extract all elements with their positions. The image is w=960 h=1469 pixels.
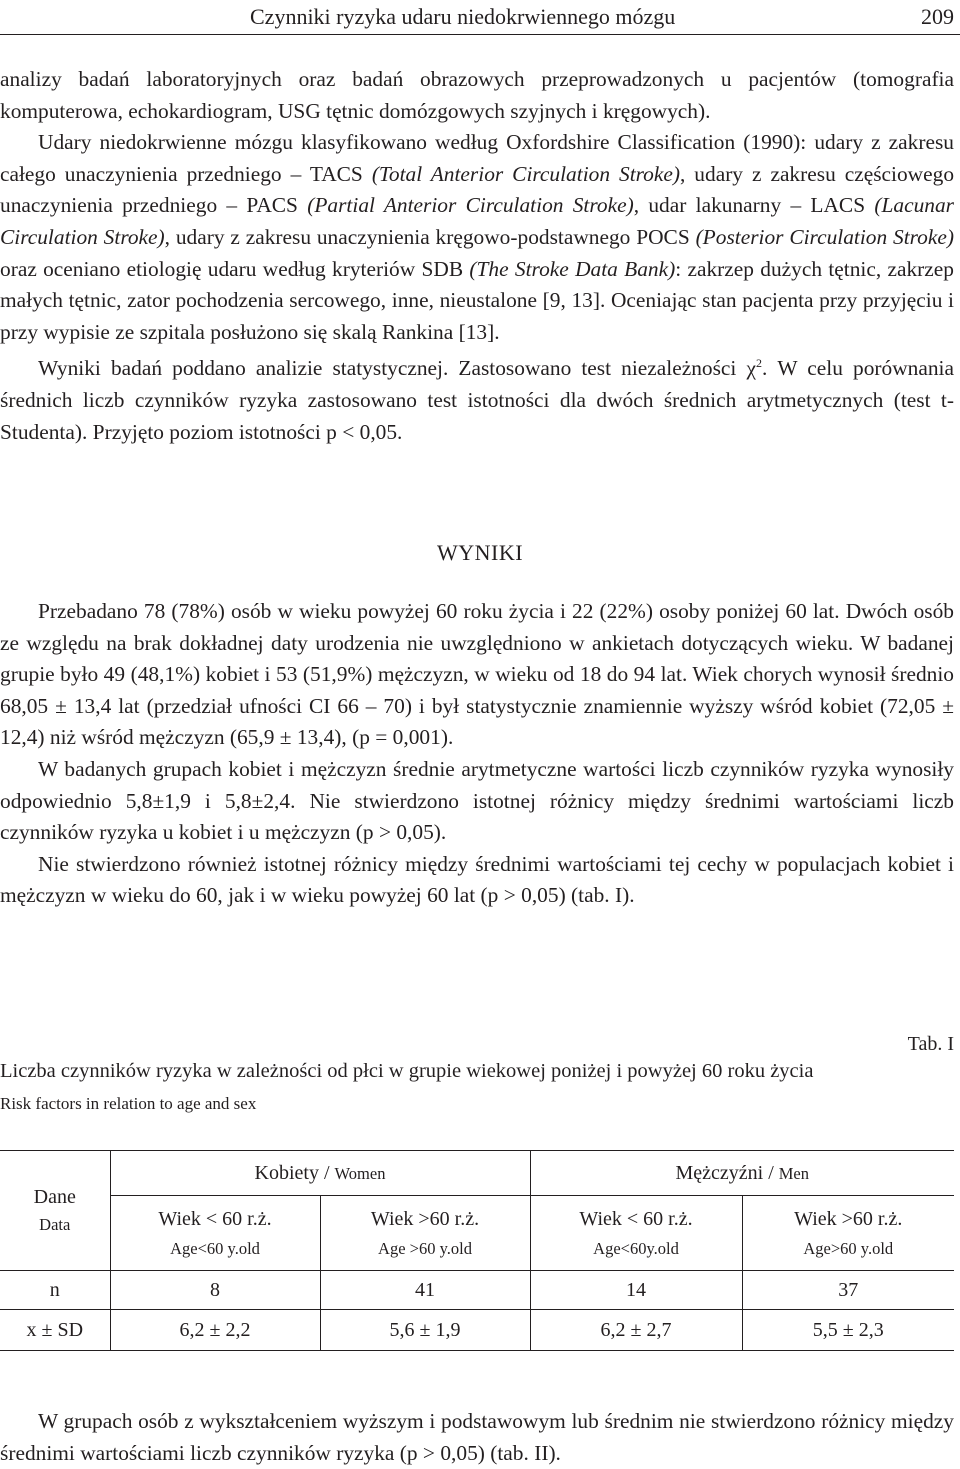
header-men	[530, 1151, 954, 1196]
statistics-text-1: Wyniki badań poddano analizie statystycznej. Zastosowano test niezależności χ	[38, 356, 756, 381]
table-title: Liczba czynników ryzyka w zależności od płci w grupie wiekowej poniżej i powyżej 60 roku życia	[0, 1060, 814, 1082]
table-cell: 41	[320, 1271, 530, 1310]
methods-text-2: Udary niedokrwienne mózgu klasyfikowano według Oxfordshire Classification (1990): udary z zakresu całego unaczynienia przedniego – TACS	[0, 130, 954, 186]
tacs-term: (Total Anterior Circulation Stroke)	[371, 161, 680, 186]
col-label-pl: Wiek >60 r.ż.	[370, 1207, 480, 1230]
row-label: x ± SD	[0, 1310, 110, 1351]
results-paragraph	[0, 596, 954, 912]
table-cell: 6,2 ± 2,7	[530, 1310, 742, 1351]
col-label-pl: Wiek < 60 r.ż.	[158, 1207, 272, 1230]
header-women-pl: Kobiety	[254, 1161, 319, 1184]
col-label-en: Age>60 y.old	[803, 1238, 894, 1258]
methods-paragraph	[0, 64, 954, 448]
table-header-row	[0, 1151, 954, 1196]
header-men-pl: Mężczyźni	[675, 1161, 764, 1184]
table-number: Tab. I	[907, 1033, 954, 1055]
subheader-women-over60	[320, 1196, 530, 1271]
subheader-men-under60	[530, 1196, 742, 1271]
header-men-sep: /	[763, 1161, 779, 1184]
results-text-2: W badanych grupach kobiet i mężczyzn średnie arytmetyczne wartości liczb czynników ryzyka wynosiły odpowiednio 5,8±1,9 i 5,8±2,4. Nie stwierdzono istotnej różnicy między średnimi wartościami liczb czynników ryzyka u kobiet i u mężczyzn (p > 0,05).	[0, 756, 954, 845]
section-heading: WYNIKI	[436, 540, 524, 565]
header-rule	[0, 34, 960, 35]
table-cell: 6,2 ± 2,2	[110, 1310, 320, 1351]
methods-text-1: analizy badań laboratoryjnych oraz badań obrazowych przeprowadzonych u pacjentów (tomografia komputerowa, echokardiogram, USG tętnic domózgowych szyjnych i kręgowych).	[0, 67, 954, 123]
subheader-women-under60	[110, 1196, 320, 1271]
header-women-sep: /	[318, 1161, 335, 1184]
col-label-pl: Wiek >60 r.ż.	[794, 1207, 903, 1230]
col-label-pl: Wiek < 60 r.ż.	[579, 1207, 693, 1230]
table-cell: 8	[110, 1271, 320, 1310]
education-paragraph	[0, 1406, 954, 1469]
page-number: 209	[921, 4, 954, 29]
table-cell: 5,6 ± 1,9	[320, 1310, 530, 1351]
header-women-en: Women	[334, 1163, 386, 1183]
table-subheader-row	[0, 1196, 954, 1271]
table-cell: 5,5 ± 2,3	[742, 1310, 954, 1351]
table-cell: 37	[742, 1271, 954, 1310]
running-title: Czynniki ryzyka udaru niedokrwiennego mózgu	[250, 4, 676, 29]
results-text-1: Przebadano 78 (78%) osób w wieku powyżej 60 roku życia i 22 (22%) osoby poniżej 60 lat. Dwóch osób ze względu na brak dokładnej daty urodzenia nie uwzględniono w ankietach dotyczących wieku. W badanej grupie było 49 (48,1%) kobiet i 53 (51,9%) mężczyzn, w wieku od 18 do 94 lat. Wiek chorych wynosił średnio 68,05 ± 13,4 lat (przedział ufności CI 66 – 70) i był statystycznie znamiennie wyższy wśród kobiet (72,05 ± 12,4) niż wśród mężczyzn (65,9 ± 13,4), (p = 0,001).	[0, 599, 954, 750]
header-cell-data	[0, 1151, 110, 1271]
methods-text-7: : zakrzep dużych tętnic, zakrzep małych tętnic, zator pochodzenia sercowego, inne, nieustalone [9, 13]. Oceniając stan pacjenta przy przyjęciu i przy wypisie ze szpitala posłużono się skalą Rankina [13].	[0, 256, 954, 344]
pocs-term: (Posterior Circulation Stroke)	[695, 224, 954, 249]
sdb-term: (The Stroke Data Bank)	[469, 256, 676, 281]
methods-text-5: , udary z zakresu unaczynienia kręgowo-podstawnego POCS	[164, 224, 696, 249]
results-text-3: Nie stwierdzono również istotnej różnicy między średnimi wartościami tej cechy w populacjach kobiet i mężczyzn w wieku do 60, jak i w wieku powyżej 60 lat (p > 0,05) (tab. I).	[0, 851, 954, 908]
table-subtitle: Risk factors in relation to age and sex	[0, 1094, 257, 1113]
col-label-en: Age<60 y.old	[170, 1238, 260, 1258]
education-text: W grupach osób z wykształceniem wyższym i podstawowym lub średnim nie stwierdzono różnicy między średnimi wartościami liczb czynników ryzyka (p > 0,05) (tab. II).	[0, 1409, 954, 1465]
methods-text-3: , udary z zakresu częściowego unaczynienia przedniego – PACS	[0, 161, 955, 218]
header-data-en: Data	[39, 1215, 71, 1234]
table-cell: 14	[530, 1271, 742, 1310]
table-row	[0, 1271, 954, 1310]
page-header	[0, 0, 960, 36]
statistics-text-2: . W celu porównania średnich liczb czynników ryzyka zastosowano test istotności dla dwóch średnich arytmetycznych (test t-Studenta). Przyjęto poziom istotności p < 0,05.	[0, 356, 954, 444]
col-label-en: Age >60 y.old	[378, 1238, 472, 1258]
table-row	[0, 1310, 954, 1351]
header-women	[110, 1151, 530, 1196]
chi-square-superscript: 2	[755, 356, 762, 371]
methods-text-6: oraz oceniano etiologię udaru według kryteriów SDB	[0, 256, 470, 281]
subheader-men-over60	[742, 1196, 954, 1271]
row-label: n	[0, 1271, 110, 1310]
header-dane: Dane	[33, 1186, 76, 1208]
col-label-en: Age<60y.old	[593, 1238, 679, 1258]
risk-factors-table	[0, 1150, 954, 1351]
header-men-en: Men	[778, 1163, 810, 1183]
lacs-term: (Lacunar Circulation Stroke)	[0, 193, 954, 249]
methods-text-4: , udar lakunarny – LACS	[633, 193, 875, 218]
pacs-term: (Partial Anterior Circulation Stroke)	[307, 193, 634, 218]
